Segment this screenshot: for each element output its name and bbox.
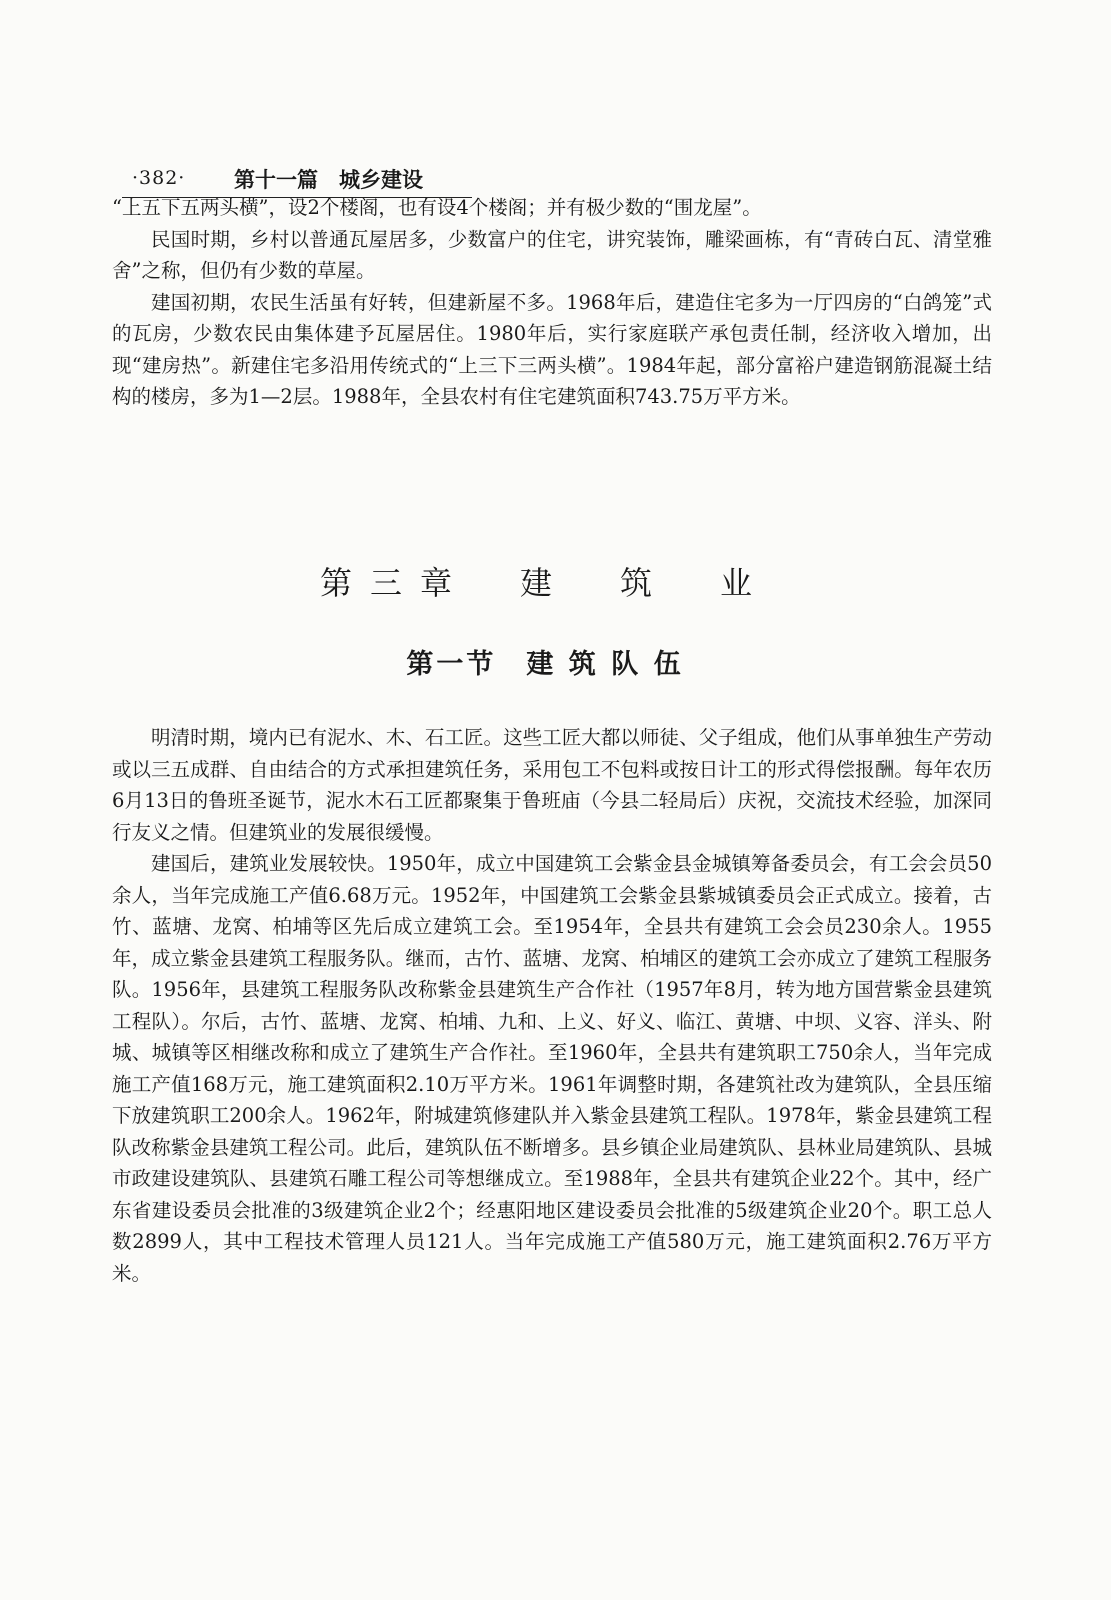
chapter-title: 第三章 建 筑 业: [319, 564, 770, 602]
paragraph: “上五下五两头横”，设2个楼阁，也有设4个楼阁；并有极少数的“围龙屋”。: [112, 196, 762, 219]
paragraph: 民国时期，乡村以普通瓦屋居多，少数富户的住宅，讲究装饰，雕梁画栋，有“青砖白瓦、清堂雅舍”之称，但仍有少数的草屋。: [112, 227, 992, 282]
paragraph: 建国初期，农民生活虽有好转，但建新屋不多。1968年后，建造住宅多为一厅四房的“白鸽笼”式的瓦房，少数农民由集体建予瓦屋居住。1980年后，实行家庭联产承包责任制，经济收入增加，出现“建房热”。新建住宅多沿用传统式的“上三下三两头横”。1984年起，部分富裕户建造钢筋混凝土结构的楼房，多为1—2层。1988年，全县农村有住宅建筑面积743.75万平方米。: [112, 290, 992, 408]
part-title: 第十一篇 城乡建设: [234, 168, 423, 192]
paragraph: 建国后，建筑业发展较快。1950年，成立中国建筑工会紫金县金城镇筹备委员会，有工会会员50余人，当年完成施工产值6.68万元。1952年，中国建筑工会紫金县紫城镇委员会正式成立。接着，古竹、蓝塘、龙窝、柏埔等区先后成立建筑工会。至1954年，全县共有建筑工会会员230余人。1955年，成立紫金县建筑工程服务队。继而，古竹、蓝塘、龙窝、柏埔区的建筑工会亦成立了建筑工程服务队。1956年，县建筑工程服务队改称紫金县建筑生产合作社（1957年8月，转为地方国营紫金县建筑工程队）。尔后，古竹、蓝塘、龙窝、柏埔、九和、上义、好义、临江、黄塘、中坝、义容、洋头、附城、城镇等区相继改称和成立了建筑生产合作社。至1960年，全县共有建筑职工750余人，当年完成施工产值168万元，施工建筑面积2.10万平方米。1961年调整时期，各建筑社改为建筑队，全县压缩下放建筑职工200余人。1962年，附城建筑修建队并入紫金县建筑工程队。1978年，紫金县建筑工程队改称紫金县建筑工程公司。此后，建筑队伍不断增多。县乡镇企业局建筑队、县林业局建筑队、县城市政建设建筑队、县建筑石雕工程公司等想继成立。至1988年，全县共有建筑企业22个。其中，经广东省建设委员会批准的3级建筑企业2个；经惠阳地区建设委员会批准的5级建筑企业20个。职工总人数2899人，其中工程技术管理人员121人。当年完成施工产值580万元，施工建筑面积2.76万平方米。: [112, 852, 992, 1285]
page-number: ·382·: [132, 167, 186, 189]
section-text-block: [112, 722, 992, 1289]
paragraph: 明清时期，境内已有泥水、木、石工匠。这些工匠大都以师徒、父子组成，他们从事单独生产劳动或以三五成群、自由结合的方式承担建筑任务，采用包工不包料或按日计工的形式得偿报酬。每年农历6月13日的鲁班圣诞节，泥水木石工匠都聚集于鲁班庙（今县二轻局后）庆祝，交流技术经验，加深同行友义之情。但建筑业的发展很缓慢。: [112, 726, 992, 844]
section-title: 第一节 建 筑 队 伍: [406, 649, 684, 680]
intro-text-block: [112, 192, 992, 413]
